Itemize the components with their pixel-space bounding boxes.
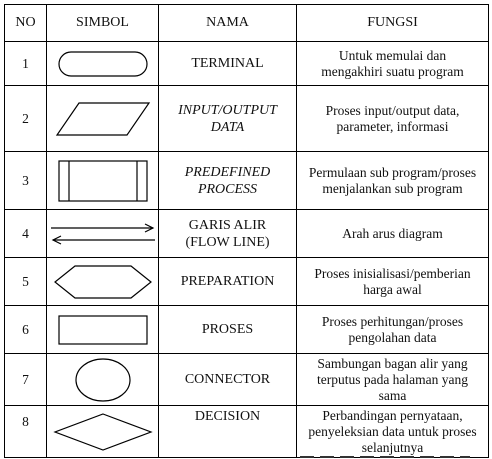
nama-line: PREDEFINED xyxy=(184,164,271,180)
symbol-cell xyxy=(47,152,159,210)
symbol-cell xyxy=(47,86,159,152)
fungsi-line: pengolahan data xyxy=(348,329,437,345)
nama-cell xyxy=(159,42,297,86)
fungsi-line: terputus pada halaman yang xyxy=(316,371,469,387)
table-row xyxy=(5,86,489,152)
nama-cell xyxy=(159,258,297,306)
fungsi-cell xyxy=(297,42,489,86)
fungsi-line: menjalankan sub program xyxy=(322,180,463,196)
parallelogram-io-icon xyxy=(55,101,151,137)
fungsi-line: Proses perhitungan/proses xyxy=(321,313,464,329)
header-fungsi: FUNGSI xyxy=(297,5,489,42)
fungsi-line: harga awal xyxy=(363,281,422,297)
nama-line: DATA xyxy=(210,119,245,135)
row-number: 2 xyxy=(5,86,47,152)
fungsi-line: Perbandingan pernyataan, xyxy=(322,407,463,423)
nama-cell xyxy=(159,406,297,458)
header-simbol: SIMBOL xyxy=(47,5,159,42)
fungsi-line: Arah arus diagram xyxy=(342,225,443,241)
symbol-cell xyxy=(47,42,159,86)
nama-cell xyxy=(159,152,297,210)
fungsi-cell xyxy=(297,306,489,354)
rectangle-process-icon xyxy=(57,314,149,346)
symbol-cell xyxy=(47,306,159,354)
table-row xyxy=(5,306,489,354)
diamond-decision-icon xyxy=(53,412,153,452)
terminal-rounded-rect-icon xyxy=(57,50,149,78)
nama-line: PROCESS xyxy=(197,181,258,197)
fungsi-cell xyxy=(297,86,489,152)
fungsi-cell xyxy=(297,152,489,210)
fungsi-cell xyxy=(297,258,489,306)
nama-line: PREPARATION xyxy=(180,274,275,289)
symbol-cell xyxy=(47,210,159,258)
flow-line-arrows-icon xyxy=(49,221,157,247)
fungsi-line: Permulaan sub program/proses xyxy=(308,164,477,180)
fungsi-line: parameter, informasi xyxy=(336,118,449,134)
row-number: 1 xyxy=(5,42,47,86)
symbol-cell xyxy=(47,354,159,406)
table-row xyxy=(5,152,489,210)
nama-line: TERMINAL xyxy=(191,56,264,71)
fungsi-line: penyeleksian data untuk proses xyxy=(308,423,477,439)
fungsi-cell xyxy=(297,210,489,258)
fungsi-line: selanjutnya xyxy=(361,439,424,455)
nama-line: DECISION xyxy=(194,409,261,424)
nama-line: CONNECTOR xyxy=(184,372,271,387)
cropped-text-fragment xyxy=(300,452,470,459)
table-row xyxy=(5,42,489,86)
predefined-process-icon xyxy=(57,159,149,203)
nama-line: INPUT/OUTPUT xyxy=(178,102,277,118)
fungsi-line: Proses input/output data, xyxy=(325,102,460,118)
fungsi-line: sama xyxy=(378,387,407,403)
table-header-row xyxy=(5,5,489,42)
fungsi-line: Untuk memulai dan xyxy=(338,47,447,63)
table-row xyxy=(5,210,489,258)
table-row xyxy=(5,258,489,306)
nama-cell xyxy=(159,354,297,406)
fungsi-line: Sambungan bagan alir yang xyxy=(317,355,468,371)
table-row xyxy=(5,406,489,458)
nama-cell xyxy=(159,86,297,152)
header-no: NO xyxy=(5,5,47,42)
nama-line: GARIS ALIR xyxy=(188,217,267,233)
row-number: 6 xyxy=(5,306,47,354)
nama-cell xyxy=(159,210,297,258)
nama-line: (FLOW LINE) xyxy=(185,234,270,250)
fungsi-cell xyxy=(297,354,489,406)
symbol-cell xyxy=(47,258,159,306)
fungsi-cell xyxy=(297,406,489,458)
nama-line: PROSES xyxy=(201,322,254,337)
fungsi-line: Proses inisialisasi/pemberian xyxy=(314,265,471,281)
row-number: 8 xyxy=(5,406,47,458)
row-number: 5 xyxy=(5,258,47,306)
row-number: 4 xyxy=(5,210,47,258)
fungsi-line: mengakhiri suatu program xyxy=(321,63,464,79)
circle-connector-icon xyxy=(73,357,133,403)
flowchart-symbol-table xyxy=(4,4,489,458)
symbol-cell xyxy=(47,406,159,458)
row-number: 3 xyxy=(5,152,47,210)
hexagon-preparation-icon xyxy=(53,264,153,300)
nama-cell xyxy=(159,306,297,354)
table-row xyxy=(5,354,489,406)
header-nama: NAMA xyxy=(159,5,297,42)
row-number: 7 xyxy=(5,354,47,406)
